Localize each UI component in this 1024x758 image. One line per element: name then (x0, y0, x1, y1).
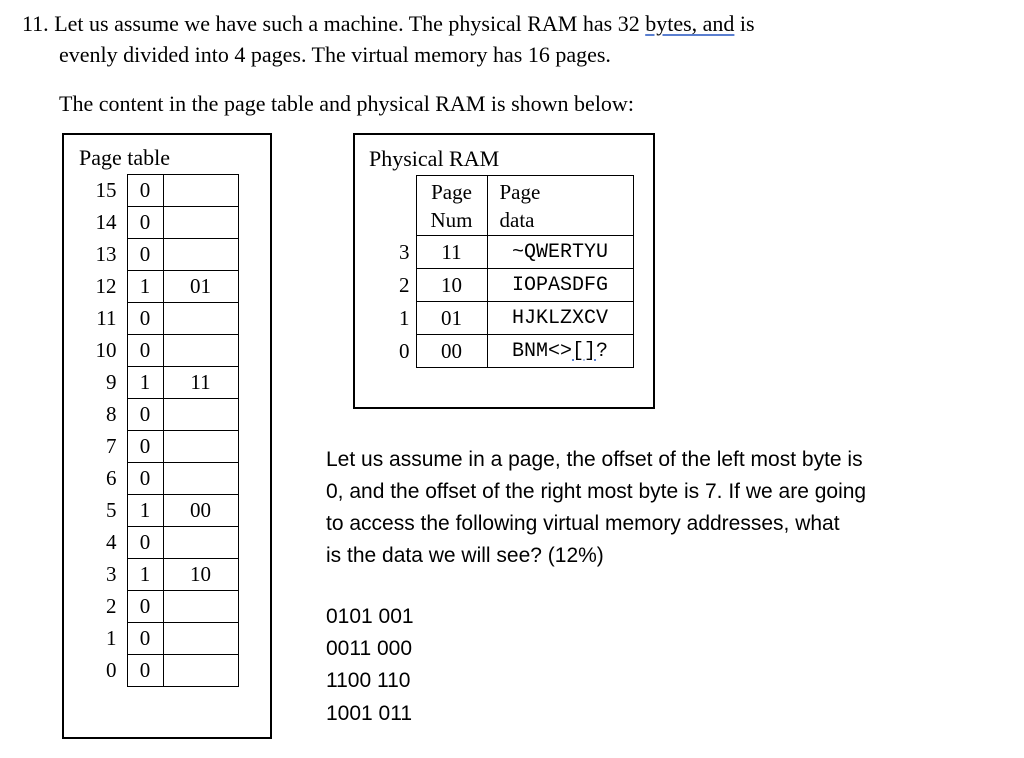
ram-row-page-num: 00 (416, 335, 487, 368)
page-table-index: 12 (95, 274, 117, 298)
page-table-row (90, 399, 238, 431)
page-table-valid-bit: 0 (127, 175, 163, 207)
page-table-frame-number (163, 399, 238, 431)
ram-header-page-num (416, 176, 487, 236)
prompt-line-1: Let us assume in a page, the offset of the left most byte is (326, 448, 863, 471)
page-table-index: 3 (106, 562, 117, 586)
virtual-address: 1001 011 (326, 702, 413, 725)
question-number: 11. (22, 11, 49, 36)
page-table-valid-bit: 0 (127, 239, 163, 271)
page-table-valid-bit: 1 (127, 495, 163, 527)
page-table-valid-bit: 1 (127, 559, 163, 591)
prompt-line-3: to access the following virtual memory addresses, what (326, 512, 840, 535)
ram-row-index: 1 (399, 305, 410, 330)
page-table-frame-number (163, 175, 238, 207)
ram-row (384, 335, 633, 368)
page-table-row (90, 207, 238, 239)
virtual-address: 0101 001 (326, 605, 414, 628)
ram-header-row (384, 176, 633, 236)
page-table-frame-number (163, 623, 238, 655)
page-table-index: 2 (106, 594, 117, 618)
question-intro: The content in the page table and physical RAM is shown below: (59, 91, 634, 116)
page-table-frame-number (163, 527, 238, 559)
prompt-line-2: 0, and the offset of the right most byte is 7. If we are going (326, 480, 867, 503)
virtual-address: 1100 110 (326, 669, 411, 692)
page-table-frame-number: 00 (163, 495, 238, 527)
header-page-data-line2: data (499, 207, 535, 232)
page-table-frame-number (163, 335, 238, 367)
page-table-frame-number (163, 207, 238, 239)
page-table-frame-number: 10 (163, 559, 238, 591)
ram-row-index: 2 (399, 272, 410, 297)
page-table-index: 15 (95, 178, 117, 202)
header-page-num-line1: Page (431, 179, 472, 204)
page-table-index: 11 (96, 306, 117, 330)
page-table-index: 1 (106, 626, 117, 650)
question-prompt (326, 444, 866, 572)
ram-header-index (384, 176, 416, 236)
page-table-row (90, 559, 238, 591)
page-table-row (90, 367, 238, 399)
page-table-row (90, 623, 238, 655)
virtual-address: 0011 000 (326, 637, 413, 660)
ram-row-index: 3 (399, 239, 410, 264)
page-table-frame-number (163, 591, 238, 623)
page-table-index: 4 (106, 530, 117, 554)
page-table-frame-number (163, 303, 238, 335)
ram-row (384, 236, 633, 269)
spellcheck-underlined-text[interactable]: bytes, and (645, 11, 735, 36)
question-line-1 (22, 11, 755, 37)
page-table-frame-number: 11 (163, 367, 238, 399)
header-page-num-line2: Num (430, 207, 473, 232)
question-text-end: is (739, 11, 755, 36)
page-table-row (90, 655, 238, 687)
page-table-valid-bit: 0 (127, 591, 163, 623)
ram-data-prefix: BNM<> (511, 339, 572, 363)
page-table-row (90, 527, 238, 559)
page-table-index: 5 (106, 498, 117, 522)
page-table-valid-bit: 1 (127, 367, 163, 399)
page-table-index: 13 (95, 242, 117, 266)
page-table-row (90, 239, 238, 271)
page-table-row (90, 303, 238, 335)
page-table-index: 7 (106, 434, 117, 458)
page-table-valid-bit: 1 (127, 271, 163, 303)
ram-header-page-data (487, 176, 633, 236)
page-table-valid-bit: 0 (127, 527, 163, 559)
question-line-2: evenly divided into 4 pages. The virtual memory has 16 pages. (59, 42, 611, 67)
page-table (90, 174, 239, 687)
page-table-index: 6 (106, 466, 117, 490)
page-table-row (90, 495, 238, 527)
page-table-row (90, 431, 238, 463)
page-table-frame-number (163, 431, 238, 463)
spellcheck-underlined-data[interactable]: [] (571, 339, 596, 363)
page-table-valid-bit: 0 (127, 623, 163, 655)
page-table-row (90, 335, 238, 367)
page-table-frame-number (163, 655, 238, 687)
ram-row (384, 269, 633, 302)
page-table-index: 8 (106, 402, 117, 426)
ram-row-page-data: ~QWERTYU (487, 236, 633, 269)
ram-row-page-data (487, 335, 633, 368)
page-table-row (90, 271, 238, 303)
page-table-valid-bit: 0 (127, 335, 163, 367)
question-text-start: Let us assume we have such a machine. The physical RAM has 32 (54, 11, 640, 36)
page-table-frame-number (163, 463, 238, 495)
page-table-valid-bit: 0 (127, 303, 163, 335)
page-table-valid-bit: 0 (127, 399, 163, 431)
page-table-row (90, 463, 238, 495)
page-table-title: Page table (79, 145, 171, 170)
page-table-valid-bit: 0 (127, 463, 163, 495)
page-table-index: 0 (106, 658, 117, 682)
ram-data-suffix: ? (596, 339, 609, 363)
ram-row-page-num: 11 (416, 236, 487, 269)
physical-ram-table (384, 175, 634, 368)
page-table-index: 9 (106, 370, 117, 394)
ram-row-page-num: 01 (416, 302, 487, 335)
ram-row-page-num: 10 (416, 269, 487, 302)
page-table-valid-bit: 0 (127, 207, 163, 239)
physical-ram-title: Physical RAM (369, 146, 500, 171)
page-table-index: 10 (95, 338, 117, 362)
header-page-data-line1: Page (499, 179, 541, 204)
prompt-line-4: is the data we will see? (12%) (326, 544, 604, 567)
page-table-frame-number: 01 (163, 271, 238, 303)
ram-row (384, 302, 633, 335)
page-table-valid-bit: 0 (127, 431, 163, 463)
ram-row-index: 0 (399, 338, 410, 363)
page-table-row (90, 175, 238, 207)
page-table-index: 14 (95, 210, 117, 234)
page-table-frame-number (163, 239, 238, 271)
page-table-valid-bit: 0 (127, 655, 163, 687)
ram-row-page-data: HJKLZXCV (487, 302, 633, 335)
ram-row-page-data: IOPASDFG (487, 269, 633, 302)
page-table-row (90, 591, 238, 623)
